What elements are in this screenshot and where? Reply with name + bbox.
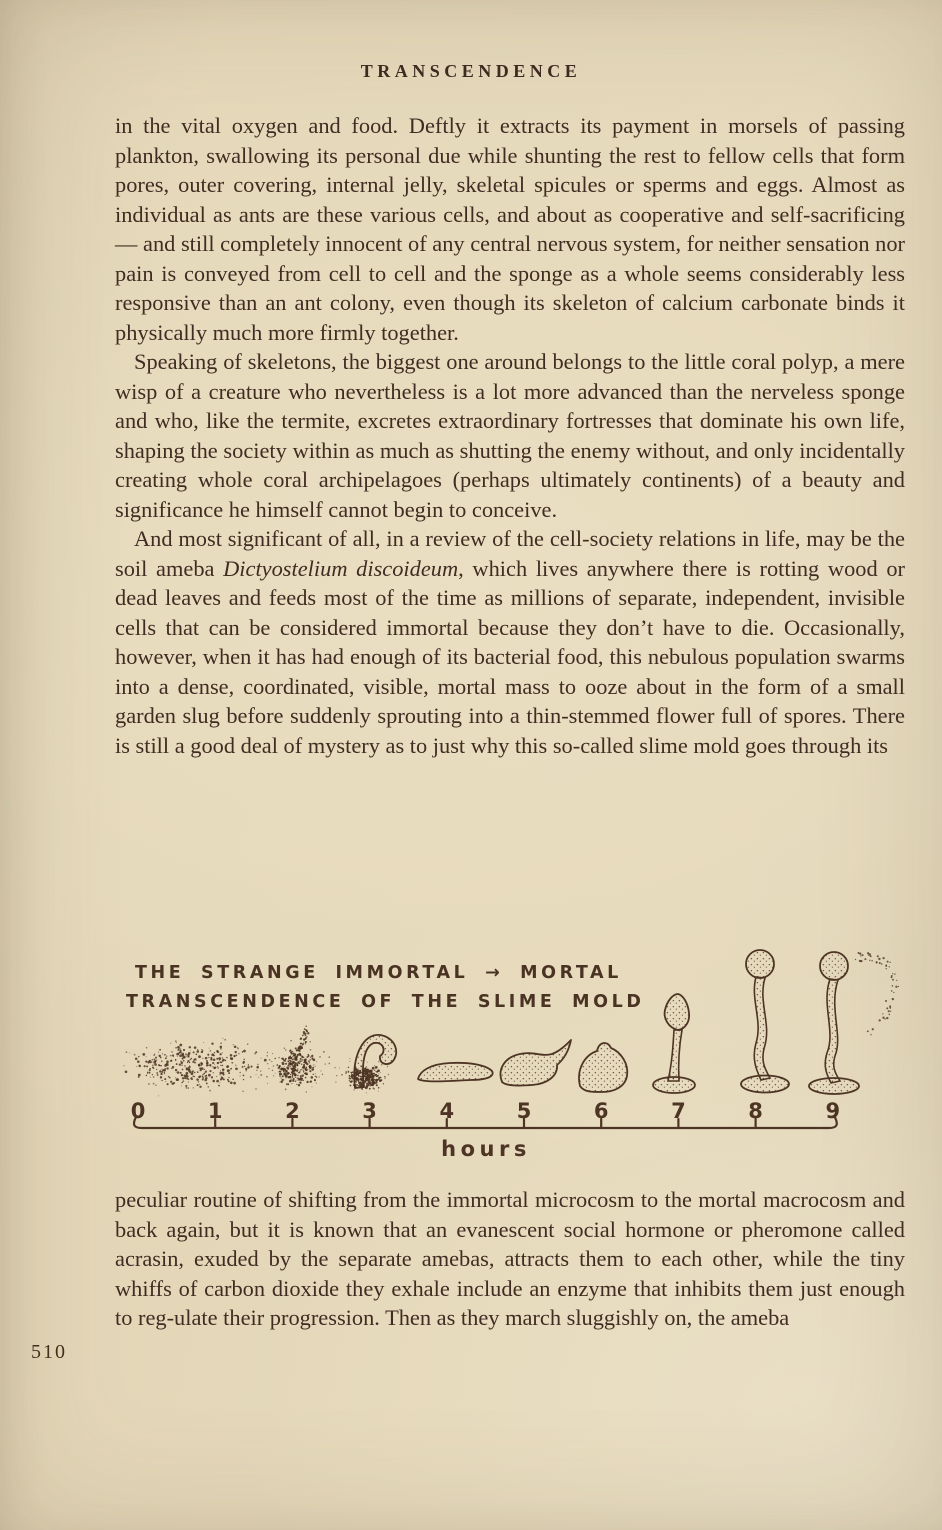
slime-mold-life-cycle-figure — [108, 933, 933, 1173]
stage-slug-lifting-tip-icon — [501, 1040, 571, 1086]
body-text-lower — [115, 1185, 905, 1333]
stage-elongating-fruiting-body-icon — [741, 950, 789, 1093]
page-number: 510 — [31, 1341, 67, 1363]
stage-migrating-slug-icon — [418, 1063, 493, 1082]
axis-tick-label: 1 — [207, 1099, 223, 1123]
axis-tick-label: 8 — [748, 1099, 763, 1123]
axis-tick-label: 6 — [593, 1099, 609, 1123]
stage-rounded-mound-icon — [579, 1043, 627, 1092]
slime-mold-drawing — [108, 933, 933, 1173]
axis-tick-label: 4 — [439, 1099, 455, 1123]
paragraph-text: And most significant of all, in a review of the cell-society relations in life, may be the soil ameba — [115, 526, 905, 581]
axis-title: hours — [441, 1137, 531, 1161]
figure-caption-line1: THE STRANGE IMMORTAL → MORTAL — [135, 963, 622, 983]
paragraph-slime-mold — [115, 524, 905, 760]
paragraph-text: , which lives anywhere there is rotting wood or dead leaves and feeds most of the time as millions of separate, independent, invisible cells that can be considered immortal because they don’t have to die. Occasionally, however, when it has had enough of its bacterial food, this nebulous population swarms into a dense, coordinated, visible, mortal mass to ooze about in the form of a small garden slug before suddenly sprouting into a thin-stemmed flower full of spores. There is still a good deal of mystery as to just why this so-called slime mold goes through its — [115, 555, 905, 758]
axis-tick-label: 2 — [285, 1099, 300, 1123]
stage-mature-fruiting-body-icon — [809, 952, 859, 1094]
paragraph-sponge-cells — [115, 111, 905, 347]
body-text-upper — [115, 111, 905, 760]
axis-tick-label: 7 — [671, 1099, 686, 1123]
axis-line — [134, 1117, 837, 1128]
species-name-italic: Dictyostelium discoideum — [223, 555, 459, 581]
stage-young-fruiting-body-icon — [653, 994, 695, 1093]
paragraph-text: Speaking of skeletons, the biggest one around belongs to the little coral polyp, a mere wisp of a creature who nevertheless is a lot more advanced than the nerveless sponge and who, like the termite, excretes extraordinary fortresses that dominate his own life, shaping the society within as much as shutting the enemy without, and only incidentally creating whole coral archipelagoes (perhaps ultimately continents) of a beauty and significance he himself cannot begin to conceive. — [115, 349, 905, 522]
paragraph-coral-polyp — [115, 347, 905, 524]
axis-tick-label: 9 — [825, 1099, 841, 1123]
paragraph-text: peculiar routine of shifting from the immortal microcosm to the mortal macrocosm and back again, but it is known that an evanescent social hormone or pheromone called acrasin, exuded by the separate amebas, attracts them to each other, while the tiny whiffs of carbon dioxide they exhale include an enzyme that inhibits them just enough to reg-ulate their progression. Then as they march sluggishly on, the ameba — [115, 1187, 905, 1330]
paragraph-text: in the vital oxygen and food. Deftly it extracts its payment in morsels of passing plankton, swallowing its personal due while shunting the rest to fellow cells that form pores, outer covering, internal jelly, skeletal spicules or sperms and eggs. Almost as individual as ants are these various cells, and about as cooperative and self-sacrificing — and still completely innocent of any central nervous system, for neither sensation nor pain is conveyed from cell to cell and the sponge as a whole seems considerably less responsive than an ant colony, even though its skeleton of calcium carbonate binds it physically much more firmly together. — [115, 113, 905, 345]
figure-caption-line2: TRANSCENDENCE OF THE SLIME MOLD — [126, 992, 645, 1012]
hours-axis — [131, 1099, 840, 1128]
axis-tick-label: 3 — [362, 1099, 377, 1123]
running-head: TRANSCENDENCE — [360, 61, 582, 81]
axis-tick-label: 0 — [130, 1099, 146, 1123]
paragraph-acrasin — [115, 1185, 905, 1333]
axis-tick-label: 5 — [516, 1099, 532, 1123]
